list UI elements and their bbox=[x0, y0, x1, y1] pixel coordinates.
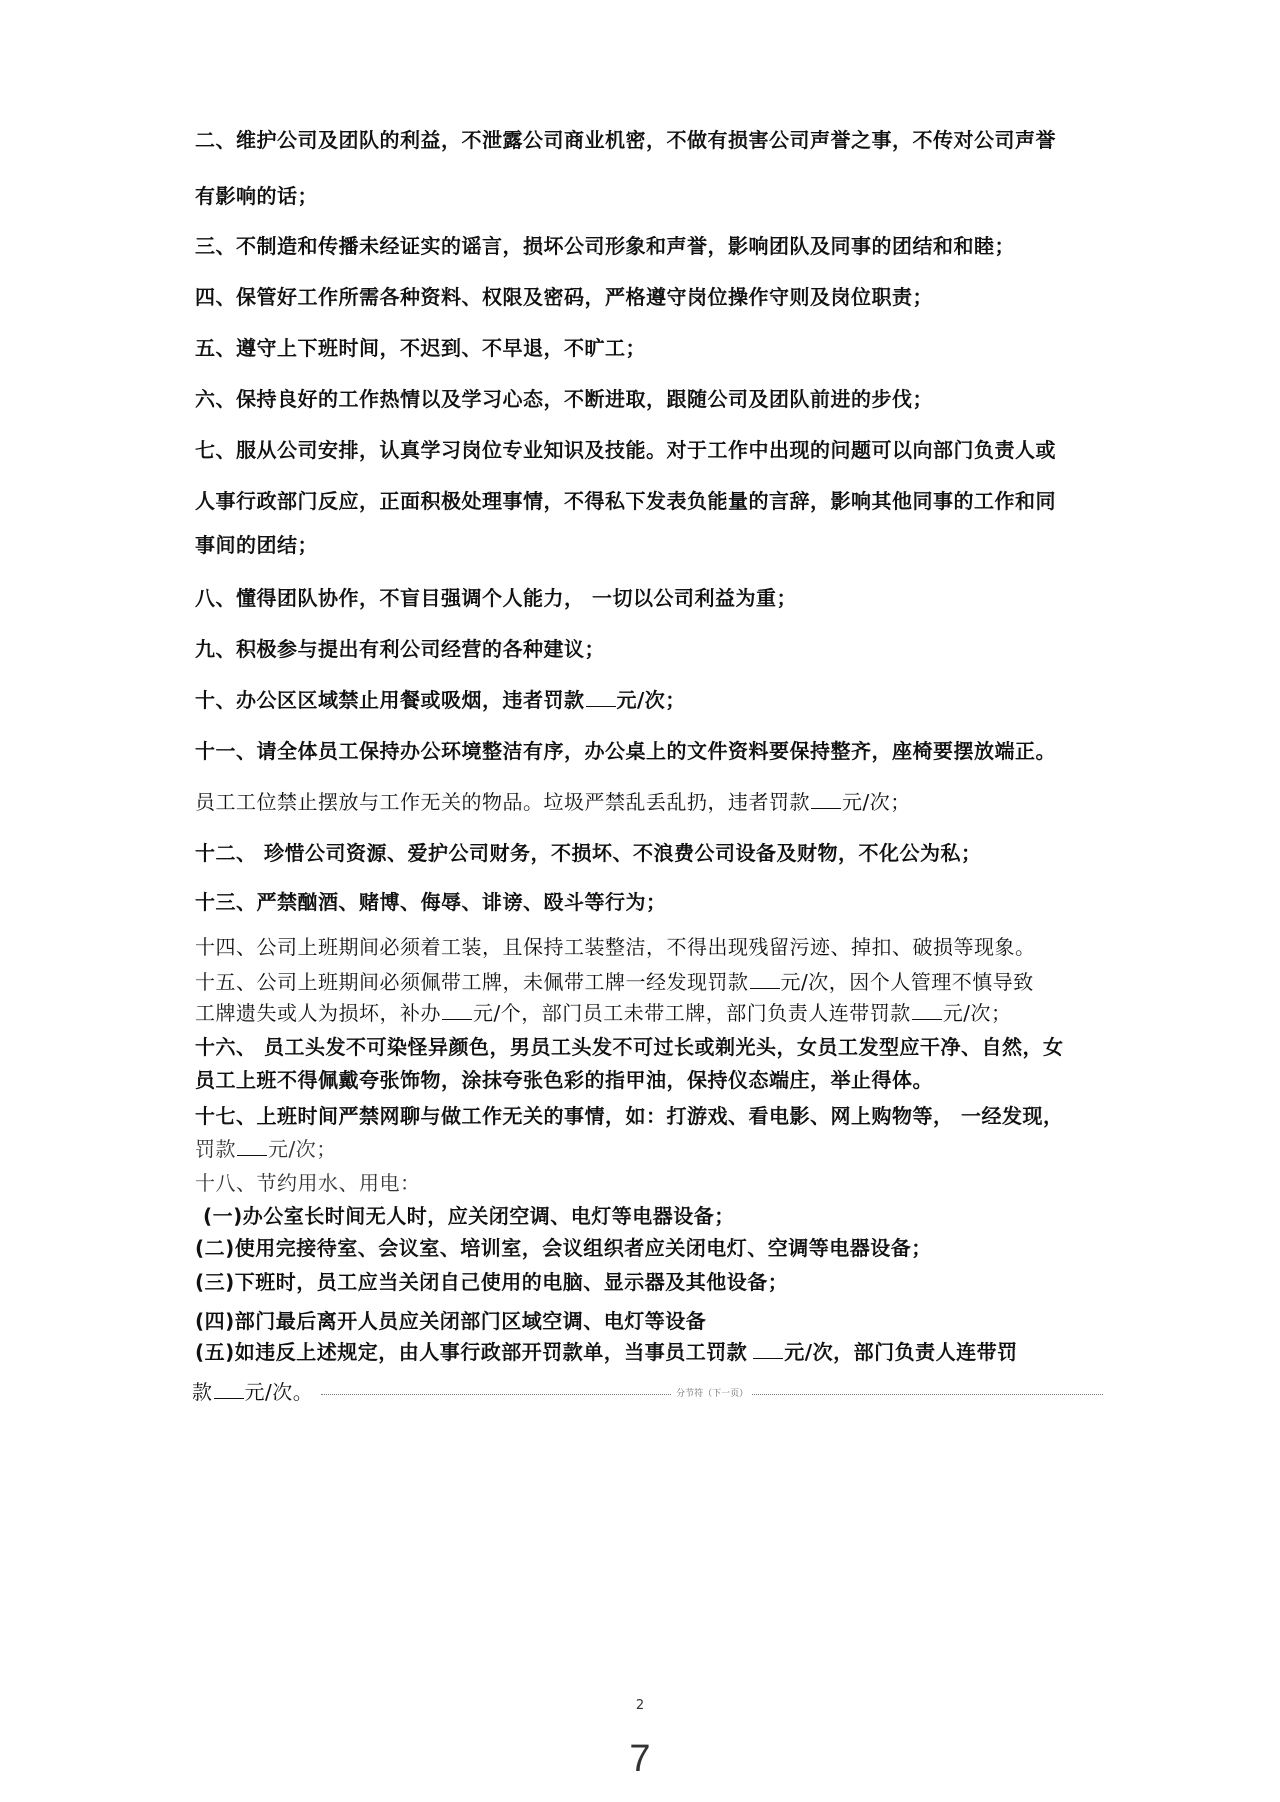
rule-10 bbox=[195, 688, 1095, 712]
rule-2-line-2: 有影响的话； bbox=[195, 184, 318, 208]
rule-16-line-2: 员工上班不得佩戴夸张饰物，涂抹夸张色彩的指甲油，保持仪态端庄，举止得体。 bbox=[195, 1068, 933, 1092]
rule-3: 三、不制造和传播未经证实的谣言，损坏公司形象和声誉，影响团队及同事的团结和和睦； bbox=[195, 234, 1015, 258]
rule-15-unit-2: 元/次； bbox=[942, 1001, 1012, 1025]
rule-2-line-1: 二、维护公司及团队的利益，不泄露公司商业机密，不做有损害公司声誉之事，不传对公司声誉 bbox=[195, 128, 1056, 152]
rule-10-unit: 元/次； bbox=[616, 688, 686, 712]
rule-5: 五、遵守上下班时间，不迟到、不早退，不旷工； bbox=[195, 336, 646, 360]
rule-18-sub-5 bbox=[195, 1340, 1095, 1364]
rule-9: 九、积极参与提出有利公司经营的各种建议； bbox=[195, 637, 605, 661]
rule-13: 十三、严禁酗酒、赌博、侮辱、诽谤、殴斗等行为； bbox=[195, 890, 667, 914]
fine-blank bbox=[753, 1357, 783, 1359]
sub-5-text-2: 款 bbox=[192, 1379, 213, 1404]
rule-16-line-1: 十六、 员工头发不可染怪异颜色，男员工头发不可过长或剃光头，女员工发型应干净、自然，女 bbox=[195, 1035, 1064, 1059]
rule-14: 十四、公司上班期间必须着工装，且保持工装整洁，不得出现残留污迹、掉扣、破损等现象。 bbox=[195, 935, 1036, 959]
sub-5-unit: 元/次，部门负责人连带罚 bbox=[784, 1340, 1018, 1364]
sub-5-line-2 bbox=[192, 1376, 313, 1405]
rule-15-line-1 bbox=[195, 970, 1095, 994]
rule-18-sub-4: (四)部门最后离开人员应关闭部门区域空调、电灯等设备 bbox=[195, 1309, 707, 1333]
rule-18-sub-2: (二)使用完接待室、会议室、培训室，会议组织者应关闭电灯、空调等电器设备； bbox=[195, 1236, 932, 1260]
rule-8: 八、懂得团队协作，不盲目强调个人能力， 一切以公司利益为重； bbox=[195, 586, 797, 610]
page-number-large: 7 bbox=[629, 1738, 651, 1780]
rule-11-text: 员工工位禁止摆放与工作无关的物品。垃圾严禁乱丢乱扔，违者罚款 bbox=[195, 790, 810, 814]
fine-blank bbox=[237, 1154, 267, 1156]
rule-15-text-3: 元/个，部门员工未带工牌，部门负责人连带罚款 bbox=[473, 1001, 911, 1025]
rule-12: 十二、 珍惜公司资源、爱护公司财务，不损坏、不浪费公司设备及财物，不化公为私； bbox=[195, 841, 982, 865]
rule-7-line-1: 七、服从公司安排，认真学习岗位专业知识及技能。对于工作中出现的问题可以向部门负责人或 bbox=[195, 438, 1056, 462]
sub-5-text: (五)如违反上述规定，由人事行政部开罚款单，当事员工罚款 bbox=[195, 1340, 748, 1364]
section-break-dots bbox=[321, 1389, 1103, 1399]
rule-15-line-2 bbox=[195, 1001, 1095, 1025]
sub-5-unit-2: 元/次。 bbox=[244, 1379, 314, 1404]
rule-17-unit: 元/次； bbox=[268, 1137, 337, 1161]
rule-7-line-3: 事间的团结； bbox=[195, 533, 318, 557]
rule-17-line-2 bbox=[195, 1137, 1095, 1161]
rule-15-unit: 元/次，因个人管理不慎导致 bbox=[780, 970, 1034, 994]
rule-6: 六、保持良好的工作热情以及学习心态，不断进取，跟随公司及团队前进的步伐； bbox=[195, 387, 933, 411]
page-number-small: 2 bbox=[635, 1698, 645, 1713]
fine-blank bbox=[586, 705, 616, 707]
rule-18: 十八、节约用水、用电： bbox=[195, 1171, 421, 1195]
rule-11-line-1: 十一、请全体员工保持办公环境整洁有序，办公桌上的文件资料要保持整齐，座椅要摆放端正。 bbox=[195, 739, 1056, 763]
rule-4: 四、保管好工作所需各种资料、权限及密码，严格遵守岗位操作守则及岗位职责； bbox=[195, 285, 933, 309]
rule-7-line-2: 人事行政部门反应，正面积极处理事情，不得私下发表负能量的言辞，影响其他同事的工作和同 bbox=[195, 489, 1056, 513]
rule-17-line-1: 十七、上班时间严禁网聊与做工作无关的事情，如：打游戏、看电影、网上购物等， 一经发现， bbox=[195, 1104, 1064, 1128]
rule-17-text: 罚款 bbox=[195, 1137, 236, 1161]
rule-11-line-2 bbox=[195, 790, 1095, 814]
rule-18-sub-3: (三)下班时，员工应当关闭自己使用的电脑、显示器及其他设备； bbox=[195, 1270, 789, 1294]
fine-blank bbox=[442, 1018, 472, 1020]
section-break-row bbox=[192, 1377, 1107, 1403]
fine-blank bbox=[811, 807, 841, 809]
fine-blank bbox=[750, 987, 780, 989]
fine-blank bbox=[214, 1397, 244, 1399]
rule-10-text: 十、办公区区域禁止用餐或吸烟，违者罚款 bbox=[195, 688, 585, 712]
section-break-label: 分节符（下一页） bbox=[672, 1386, 752, 1399]
rule-15-text: 十五、公司上班期间必须佩带工牌，未佩带工牌一经发现罚款 bbox=[195, 970, 749, 994]
fine-blank bbox=[912, 1018, 942, 1020]
rule-15-text-2: 工牌遗失或人为损坏，补办 bbox=[195, 1001, 441, 1025]
rule-18-sub-1: (一)办公室长时间无人时，应关闭空调、电灯等电器设备； bbox=[203, 1204, 735, 1228]
rule-11-unit: 元/次； bbox=[842, 790, 911, 814]
